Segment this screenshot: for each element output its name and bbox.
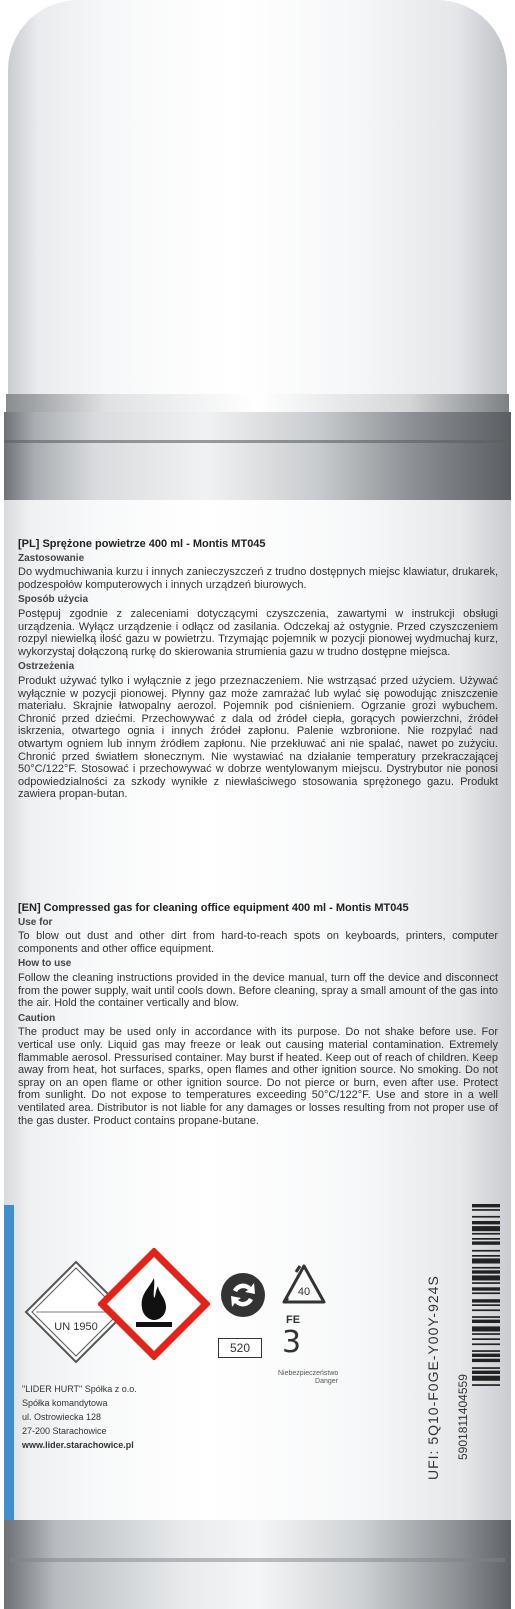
barcode-bar bbox=[472, 1238, 500, 1240]
pl-use-heading: Zastosowanie bbox=[18, 552, 85, 564]
barcode-bar bbox=[472, 1209, 500, 1211]
barcode-bar bbox=[472, 1258, 500, 1263]
barcode-bar bbox=[472, 1241, 500, 1244]
company-line-3: ul. Ostrowiecka 128 bbox=[22, 1412, 102, 1422]
ufi-code: UFI: 5Q10-F0GE-Y00Y-924S bbox=[425, 1275, 441, 1480]
recycling-triangle-icon bbox=[280, 1262, 328, 1314]
danger-label bbox=[278, 1370, 338, 1386]
barcode-bar bbox=[472, 1216, 500, 1218]
en-warn-heading: Caution bbox=[18, 1012, 56, 1024]
barcode-icon bbox=[470, 1200, 502, 1450]
barcode-bar bbox=[472, 1309, 500, 1311]
barcode-bar bbox=[472, 1367, 500, 1369]
barcode-bar bbox=[472, 1376, 500, 1381]
en-section bbox=[18, 902, 498, 1130]
shoulder-groove bbox=[4, 440, 511, 443]
barcode-bar bbox=[472, 1287, 500, 1290]
bottom-groove bbox=[10, 1558, 505, 1562]
pl-use-text: Do wydmuchiwania kurzu i innych zanieczyszczeń z trudno dostępnych miejsc klawiatur, drukarek, podzespołów komputerowych i innych urządzeń biurowych. bbox=[18, 566, 498, 591]
cap-ring bbox=[6, 394, 509, 414]
danger-label-pl: Niebezpieczeństwo bbox=[278, 1370, 339, 1377]
barcode-bar bbox=[472, 1233, 500, 1235]
barcode-bar bbox=[472, 1350, 500, 1352]
danger-label-en: Danger bbox=[315, 1378, 338, 1385]
alu-code-label: 40 bbox=[297, 1286, 311, 1298]
company-line-4: 27-200 Starachowice bbox=[22, 1426, 107, 1436]
barcode-bar bbox=[472, 1338, 500, 1340]
en-use-text: To blow out dust and other dirt from hard-to-reach spots on keyboards, printers, computer components and other office equipment. bbox=[18, 930, 498, 955]
barcode-bar bbox=[472, 1326, 500, 1331]
barcode-bar bbox=[472, 1299, 500, 1302]
can-bottom-metal bbox=[4, 1520, 511, 1609]
barcode-bar bbox=[472, 1226, 500, 1231]
code-520-box: 520 bbox=[218, 1338, 262, 1358]
en-title: [EN] Compressed gas for cleaning office equipment 400 ml - Montis MT045 bbox=[18, 902, 409, 914]
en-how-text: Follow the cleaning instructions provided in the device manual, turn off the device and disconnect from the power supply, wait until cools down. Before cleaning, spray a small amount of the gas into the air. Hold the container vertically and blow. bbox=[18, 971, 498, 1010]
can-shoulder-metal bbox=[4, 412, 511, 502]
en-how-heading: How to use bbox=[18, 958, 72, 970]
barcode-bar bbox=[472, 1371, 500, 1374]
company-line-2: Spółka komandytowa bbox=[22, 1398, 108, 1408]
barcode-bar bbox=[472, 1270, 500, 1273]
can-cap bbox=[8, 0, 507, 400]
pl-warn-heading: Ostrzeżenia bbox=[18, 661, 75, 673]
barcode-bar bbox=[472, 1316, 500, 1318]
pl-how-heading: Sposób użycia bbox=[18, 594, 89, 606]
fe-label: FE bbox=[286, 1314, 301, 1326]
company-line-5: www.lider.starachowice.pl bbox=[22, 1440, 134, 1450]
flammable-hazard-icon bbox=[98, 1248, 210, 1360]
barcode-bar bbox=[472, 1204, 500, 1207]
en-warn-text: The product may be used only in accordance with its purpose. Do not shake before use. For vertical use only. Liquid gas may freeze or leak out causing material contamination. Extremely flammable aerosol. Pressurised container. May burst if heated. Keep out of reach of children. Keep away from heat, hot surfaces, sparks, open flames and other ignition source. No smoking. Do not spray on an open flame or other ignition source. Do not pierce or burn, even after use. Protect from sunlight. Do not expose to temperatures exceeding 50°C/122°F. Use and store in a well ventilated area. Distributor is not liable for any damages or losses resulting from not proper use of the gas duster. Product contains propane-butane. bbox=[18, 1026, 498, 1127]
barcode-bar bbox=[472, 1250, 500, 1252]
pl-warn-text: Produkt używać tylko i wyłącznie z jego przeznaczeniem. Nie wstrząsać przed użyciem. Używać wyłącznie w pozycji pionowej. Płynny gaz może zamrażać lub wylać się powodując zniszczenie materiału. Skrajnie łatwopalny aerozol. Pojemnik pod ciśnieniem. Ogrzanie grozi wybuchem. Chronić przed dziećmi. Przechowywać z dala od źródeł ciepła, gorących powierzchni, źródeł iskrzenia, otwartego ognia i innych źródeł zapłonu. Palenie wzbronione. Nie rozpylać nad otwartym ogniem lub innym źródłem zapłonu. Nie przekłuwać ani nie spalać, nawet po zużyciu. Chronić przed światłem słonecznym. Nie wystawiać na działanie temperatury przekraczającej 50°C/122°F. Stosować i przechowywać w dobrze wentylowanym miejscu. Dystrybutor nie ponosi odpowiedzialności za szkody wynikłe z niewłaściwego stosowania sprężonego gazu. Produkt zawiera propan-butan. bbox=[18, 674, 498, 801]
barcode-bar bbox=[472, 1282, 500, 1284]
barcode-bar bbox=[472, 1320, 500, 1323]
barcode-bar bbox=[472, 1292, 500, 1294]
barcode-bar bbox=[472, 1354, 500, 1357]
barcode-bar bbox=[472, 1221, 500, 1224]
pl-section bbox=[18, 538, 498, 804]
barcode-bar bbox=[472, 1267, 500, 1269]
company-info bbox=[22, 1382, 137, 1452]
barcode-bar bbox=[472, 1343, 500, 1345]
blue-label-edge bbox=[4, 1205, 14, 1520]
barcode-bar bbox=[472, 1255, 500, 1257]
barcode-bar bbox=[472, 1304, 500, 1306]
barcode-bar bbox=[472, 1359, 500, 1362]
un-code-label: UN 1950 bbox=[54, 1321, 98, 1333]
pl-how-text: Postępuj zgodnie z zaleceniami dotyczącymi czyszczenia, zawartymi w instrukcji obsługi urządzenia. Wyłącz urządzenie i odłącz od zasilania. Odczekaj aż ostygnie. Przed czyszczeniem rozpyl niewielką ilość gazu w powietrzu. Trzymając pojemnik w pozycji pionowej wydmuchaj kurz, wykorzystaj dołączoną rurkę do skierowania strumienia gazu w trudno dostępne miejsca. bbox=[18, 607, 498, 658]
barcode-bar bbox=[472, 1384, 500, 1386]
number-3-label: 3 bbox=[282, 1325, 302, 1360]
company-line-1: "LIDER HURT" Spółka z o.o. bbox=[22, 1384, 137, 1394]
barcode-bar bbox=[472, 1275, 500, 1280]
barcode-number: 5901811404559 bbox=[456, 1374, 470, 1460]
pl-title: [PL] Sprężone powietrze 400 ml - Montis MT045 bbox=[18, 538, 266, 550]
en-use-heading: Use for bbox=[18, 916, 53, 928]
recycle-icon bbox=[218, 1270, 268, 1320]
barcode-bar bbox=[472, 1333, 500, 1335]
